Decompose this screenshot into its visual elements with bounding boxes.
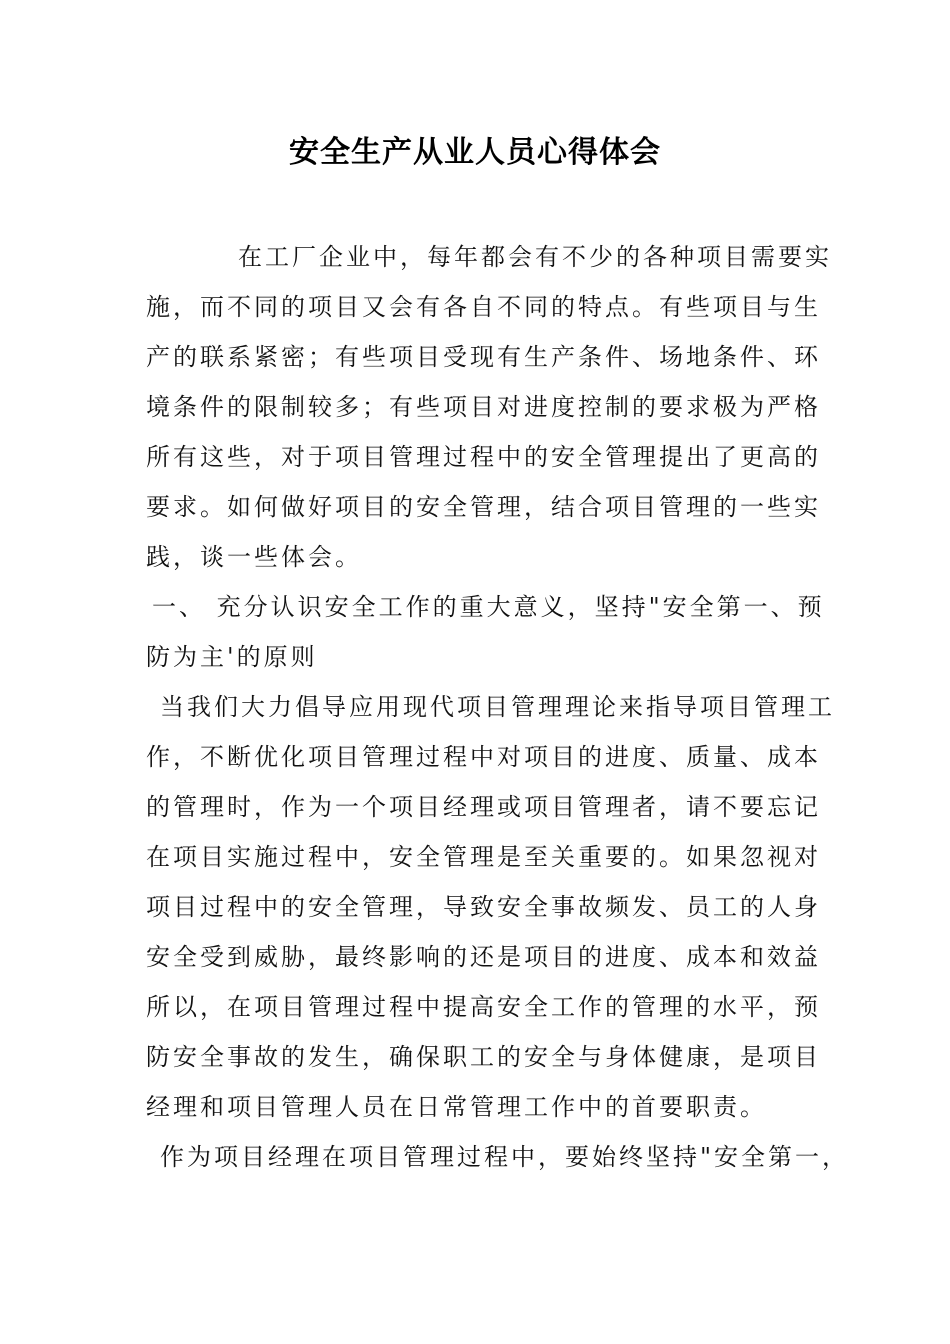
paragraph-line: 在项目实施过程中，安全管理是至关重要的。如果忽视对: [146, 843, 821, 871]
paragraph-line: 当我们大力倡导应用现代项目管理理论来指导项目管理工: [160, 693, 835, 721]
paragraph-line: 境条件的限制较多；有些项目对进度控制的要求极为严格: [146, 393, 821, 421]
paragraph-line: 施，而不同的项目又会有各自不同的特点。有些项目与生: [146, 293, 821, 321]
paragraph-line: 作，不断优化项目管理过程中对项目的进度、质量、成本: [146, 743, 821, 771]
paragraph-line: 项目过程中的安全管理，导致安全事故频发、员工的人身: [146, 893, 821, 921]
paragraph-line: 安全受到威胁，最终影响的还是项目的进度、成本和效益: [146, 943, 821, 971]
paragraph-line: 作为项目经理在项目管理过程中，要始终坚持"安全第一，: [160, 1143, 850, 1171]
document-title: 安全生产从业人员心得体会: [289, 135, 661, 170]
paragraph-line: 要求。如何做好项目的安全管理，结合项目管理的一些实: [146, 493, 821, 521]
paragraph-line: 防安全事故的发生，确保职工的安全与身体健康，是项目: [146, 1043, 821, 1071]
paragraph-line: 践，谈一些体会。: [146, 543, 362, 571]
section-heading-line: 一、 充分认识安全工作的重大意义，坚持"安全第一、预: [152, 593, 825, 621]
paragraph-line: 所以，在项目管理过程中提高安全工作的管理的水平，预: [146, 993, 821, 1021]
paragraph-line: 经理和项目管理人员在日常管理工作中的首要职责。: [146, 1093, 767, 1121]
paragraph-line: 产的联系紧密；有些项目受现有生产条件、场地条件、环: [146, 343, 821, 371]
section-heading-line: 防为主'的原则: [146, 643, 318, 671]
paragraph-line: 在工厂企业中，每年都会有不少的各种项目需要实: [238, 243, 832, 271]
paragraph-line: 所有这些，对于项目管理过程中的安全管理提出了更高的: [146, 443, 821, 471]
paragraph-line: 的管理时，作为一个项目经理或项目管理者，请不要忘记: [146, 793, 821, 821]
document-body: [146, 232, 850, 1182]
